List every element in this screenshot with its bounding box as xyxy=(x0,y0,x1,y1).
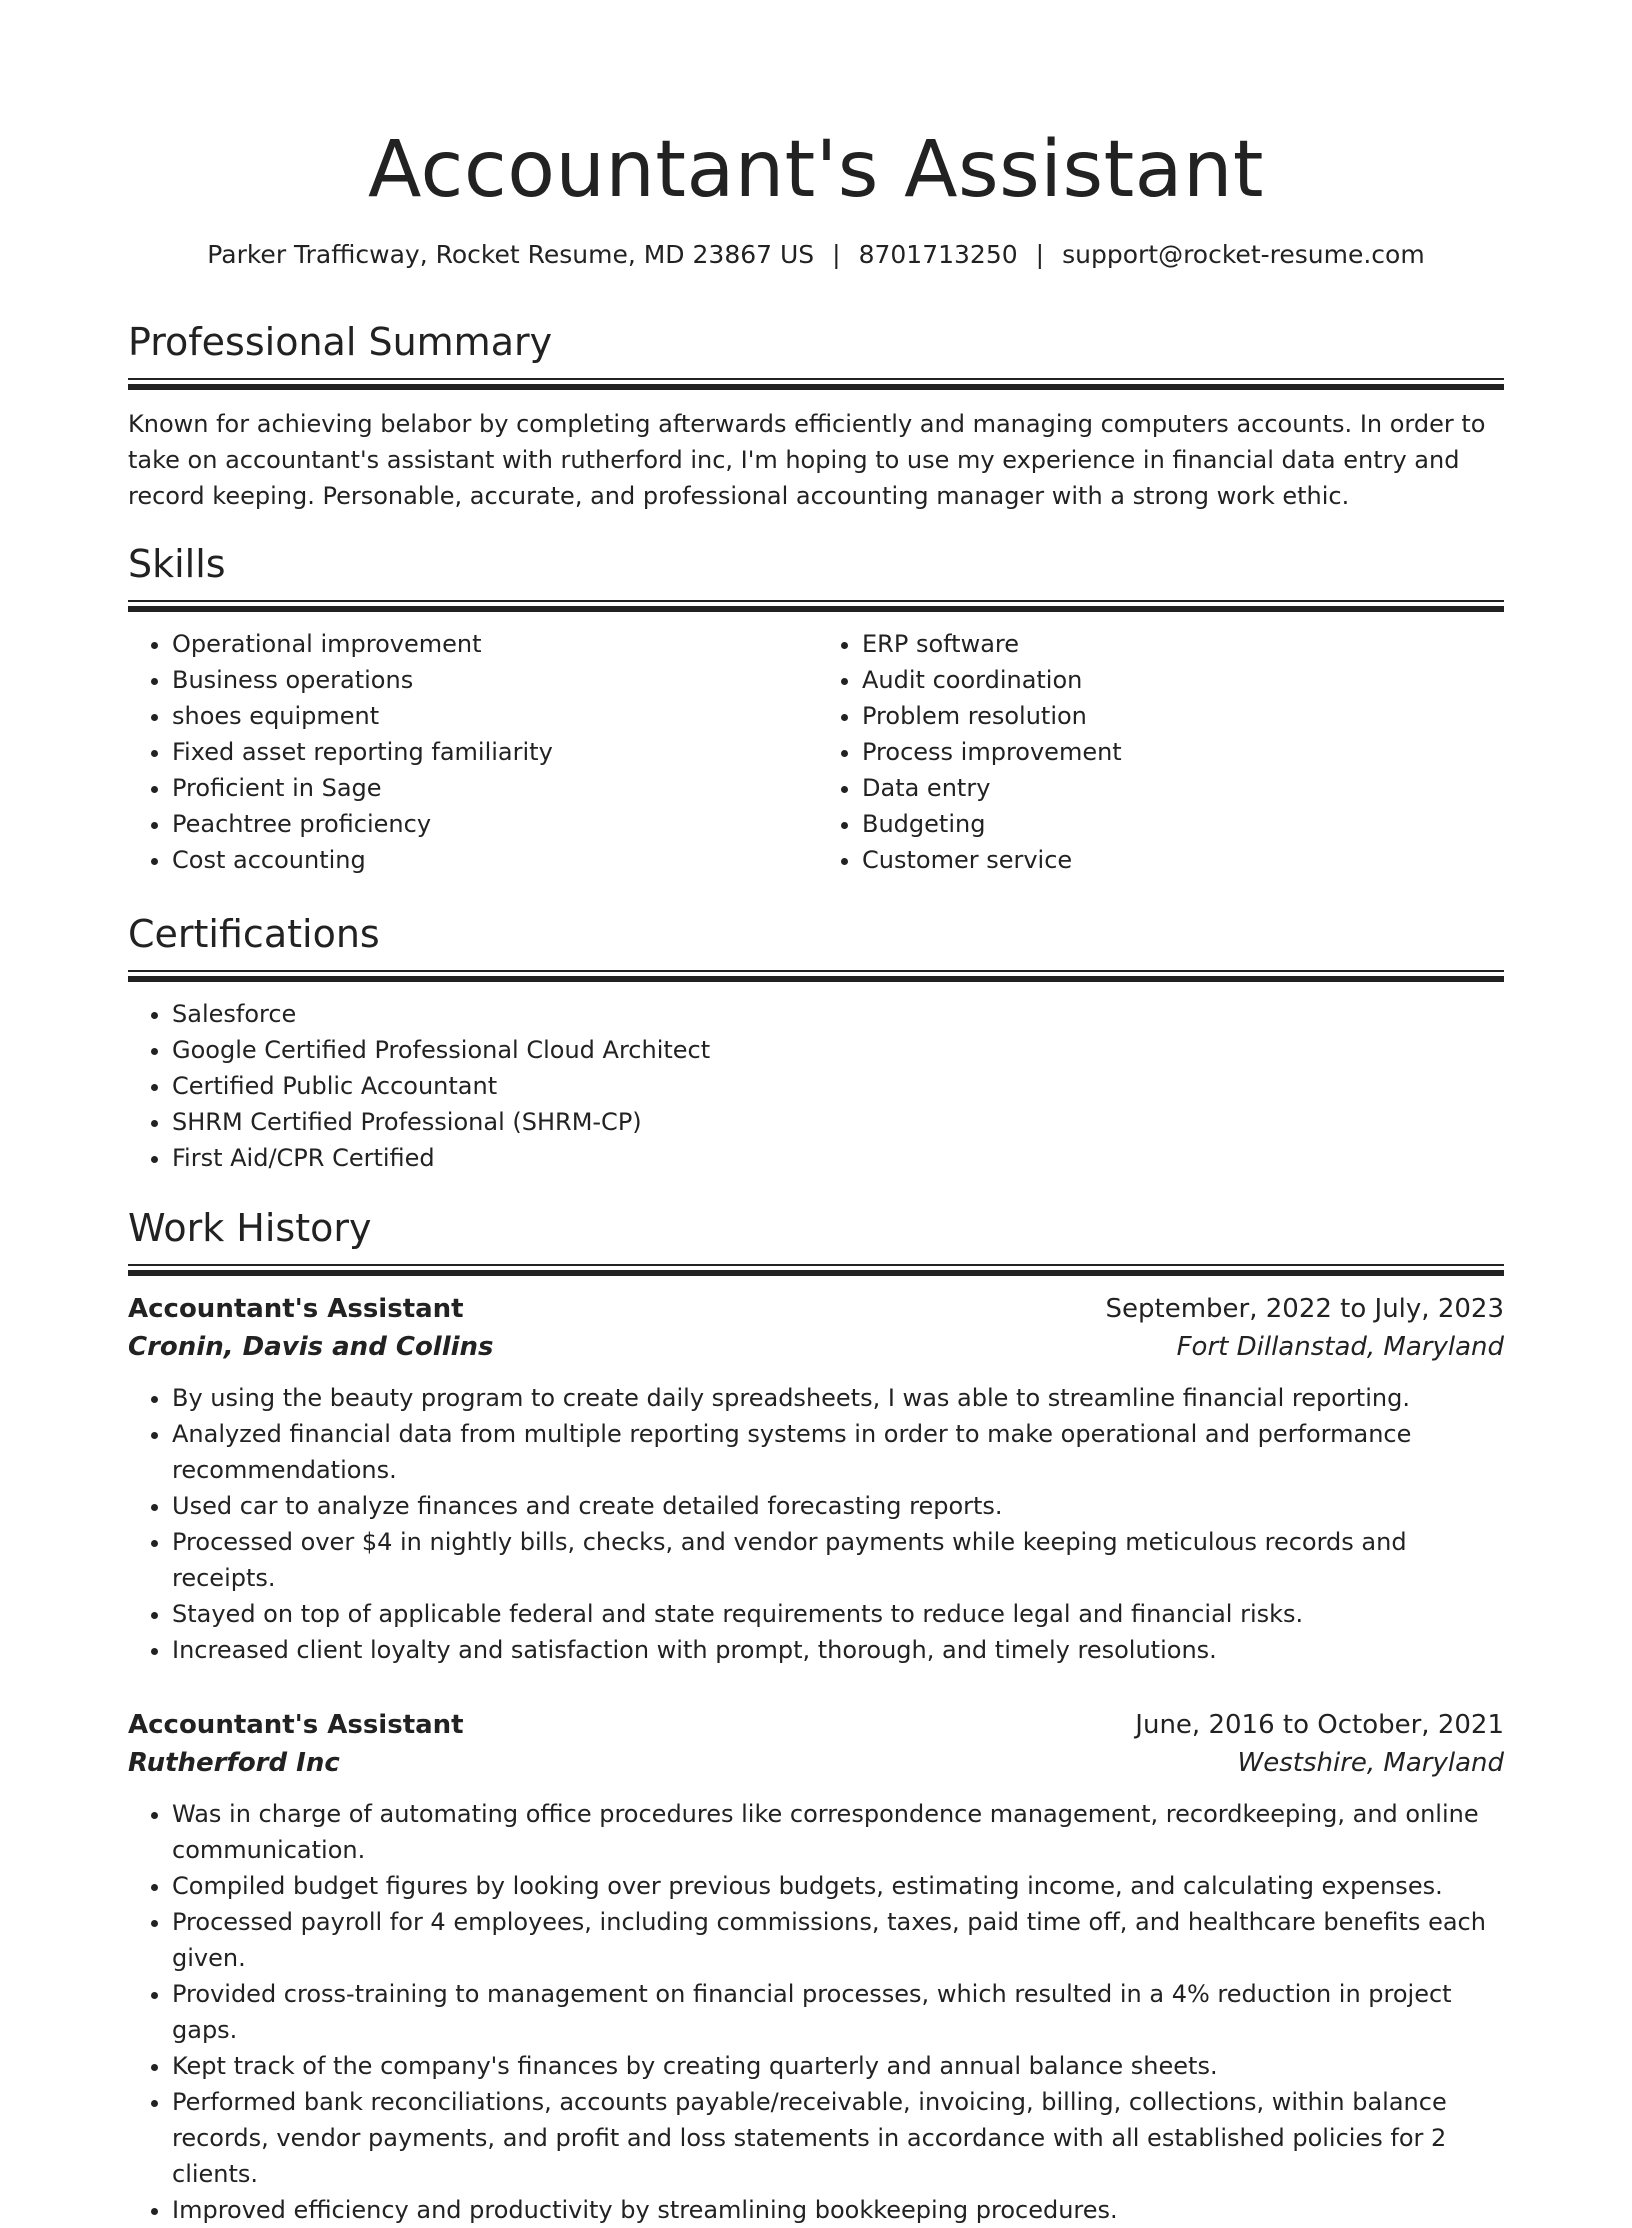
resume-name: Accountant's Assistant xyxy=(368,125,1264,215)
job-entry xyxy=(128,1706,1504,2228)
job-dates: June, 2016 to October, 2021 xyxy=(1135,1710,1504,1740)
contact-address: Parker Trafficway, Rocket Resume, MD 23867 US xyxy=(207,240,815,269)
certification-item: • First Aid/CPR Certified xyxy=(172,1140,1504,1176)
skill-item: • ERP software xyxy=(862,626,1504,662)
job-dates: September, 2022 to July, 2023 xyxy=(1105,1294,1504,1324)
section-divider xyxy=(128,1264,1504,1276)
section-divider xyxy=(128,378,1504,390)
skill-item: • shoes equipment xyxy=(172,698,816,734)
skill-item: • Audit coordination xyxy=(862,662,1504,698)
job-title: Accountant's Assistant xyxy=(128,1294,464,1324)
job-bullet: • Provided cross-training to management on financial processes, which resulted in a 4% reduction in project gaps. xyxy=(172,1976,1504,2048)
job-entry xyxy=(128,1290,1504,1668)
skills-section xyxy=(128,540,1504,878)
job-bullet: • Was in charge of automating office procedures like correspondence management, recordkeeping, and online communication. xyxy=(172,1796,1504,1868)
job-bullet: • Processed payroll for 4 employees, including commissions, taxes, paid time off, and healthcare benefits each given. xyxy=(172,1904,1504,1976)
skill-item: • Operational improvement xyxy=(172,626,816,662)
certification-item: • SHRM Certified Professional (SHRM-CP) xyxy=(172,1104,1504,1140)
section-title: Certifications xyxy=(128,912,380,956)
skill-item: • Process improvement xyxy=(862,734,1504,770)
certification-item: • Google Certified Professional Cloud Architect xyxy=(172,1032,1504,1068)
certifications-section xyxy=(128,910,1504,1176)
job-bullets xyxy=(128,1796,1504,2228)
resume-page xyxy=(128,0,1504,2224)
skill-item: • Problem resolution xyxy=(862,698,1504,734)
skill-item: • Budgeting xyxy=(862,806,1504,842)
section-title: Professional Summary xyxy=(128,320,553,364)
section-title: Skills xyxy=(128,542,226,586)
skills-grid xyxy=(128,612,1504,878)
work-history-section xyxy=(128,1204,1504,2228)
contact-email: support@rocket-resume.com xyxy=(1062,240,1425,269)
section-divider xyxy=(128,600,1504,612)
job-bullet: • Performed bank reconciliations, accounts payable/receivable, invoicing, billing, collections, within balance records, vendor payments, and profit and loss statements in accordance with all established policies for 2 clients. xyxy=(172,2084,1504,2192)
job-bullet: • Analyzed financial data from multiple reporting systems in order to make operational and performance recommendations. xyxy=(172,1416,1504,1488)
job-company: Rutherford Inc xyxy=(128,1748,340,1778)
certifications-list xyxy=(128,996,1504,1176)
job-bullet: • Kept track of the company's finances by creating quarterly and annual balance sheets. xyxy=(172,2048,1504,2084)
job-bullets xyxy=(128,1380,1504,1668)
job-location: Westshire, Maryland xyxy=(1237,1748,1504,1778)
skill-item: • Business operations xyxy=(172,662,816,698)
job-bullet: • By using the beauty program to create daily spreadsheets, I was able to streamline financial reporting. xyxy=(172,1380,1504,1416)
job-header xyxy=(128,1706,1504,1744)
certification-item: • Salesforce xyxy=(172,996,1504,1032)
skill-item: • Proficient in Sage xyxy=(172,770,816,806)
job-company: Cronin, Davis and Collins xyxy=(128,1332,494,1362)
certification-item: • Certified Public Accountant xyxy=(172,1068,1504,1104)
skills-list-left xyxy=(128,626,816,878)
job-bullet: • Used car to analyze finances and create detailed forecasting reports. xyxy=(172,1488,1504,1524)
job-bullet: • Compiled budget figures by looking over previous budgets, estimating income, and calculating expenses. xyxy=(172,1868,1504,1904)
skills-list-right xyxy=(816,626,1504,878)
job-header xyxy=(128,1290,1504,1328)
contact-line xyxy=(128,238,1504,272)
contact-separator: | xyxy=(1035,240,1045,269)
skill-item: • Data entry xyxy=(862,770,1504,806)
job-bullet: • Processed over $4 in nightly bills, checks, and vendor payments while keeping meticulous records and receipts. xyxy=(172,1524,1504,1596)
professional-summary-section xyxy=(128,318,1504,514)
job-bullet: • Improved efficiency and productivity by streamlining bookkeeping procedures. xyxy=(172,2192,1504,2228)
contact-separator: | xyxy=(832,240,841,269)
skill-item: • Peachtree proficiency xyxy=(172,806,816,842)
job-subheader xyxy=(128,1328,1504,1366)
section-title: Work History xyxy=(128,1206,372,1250)
skill-item: • Customer service xyxy=(862,842,1504,878)
section-divider xyxy=(128,970,1504,982)
summary-text: Known for achieving belabor by completing afterwards efficiently and managing computers accounts. In order to take on accountant's assistant with rutherford inc, I'm hoping to use my experience in financial data entry and record keeping. Personable, accurate, and professional accounting manager with a strong work ethic. xyxy=(128,410,1486,510)
job-bullet: • Stayed on top of applicable federal and state requirements to reduce legal and financial risks. xyxy=(172,1596,1504,1632)
job-bullet: • Increased client loyalty and satisfaction with prompt, thorough, and timely resolutions. xyxy=(172,1632,1504,1668)
job-subheader xyxy=(128,1744,1504,1782)
job-location: Fort Dillanstad, Maryland xyxy=(1176,1332,1504,1362)
contact-phone: 8701713250 xyxy=(858,240,1018,269)
job-title: Accountant's Assistant xyxy=(128,1710,464,1740)
skill-item: • Cost accounting xyxy=(172,842,816,878)
skill-item: • Fixed asset reporting familiarity xyxy=(172,734,816,770)
